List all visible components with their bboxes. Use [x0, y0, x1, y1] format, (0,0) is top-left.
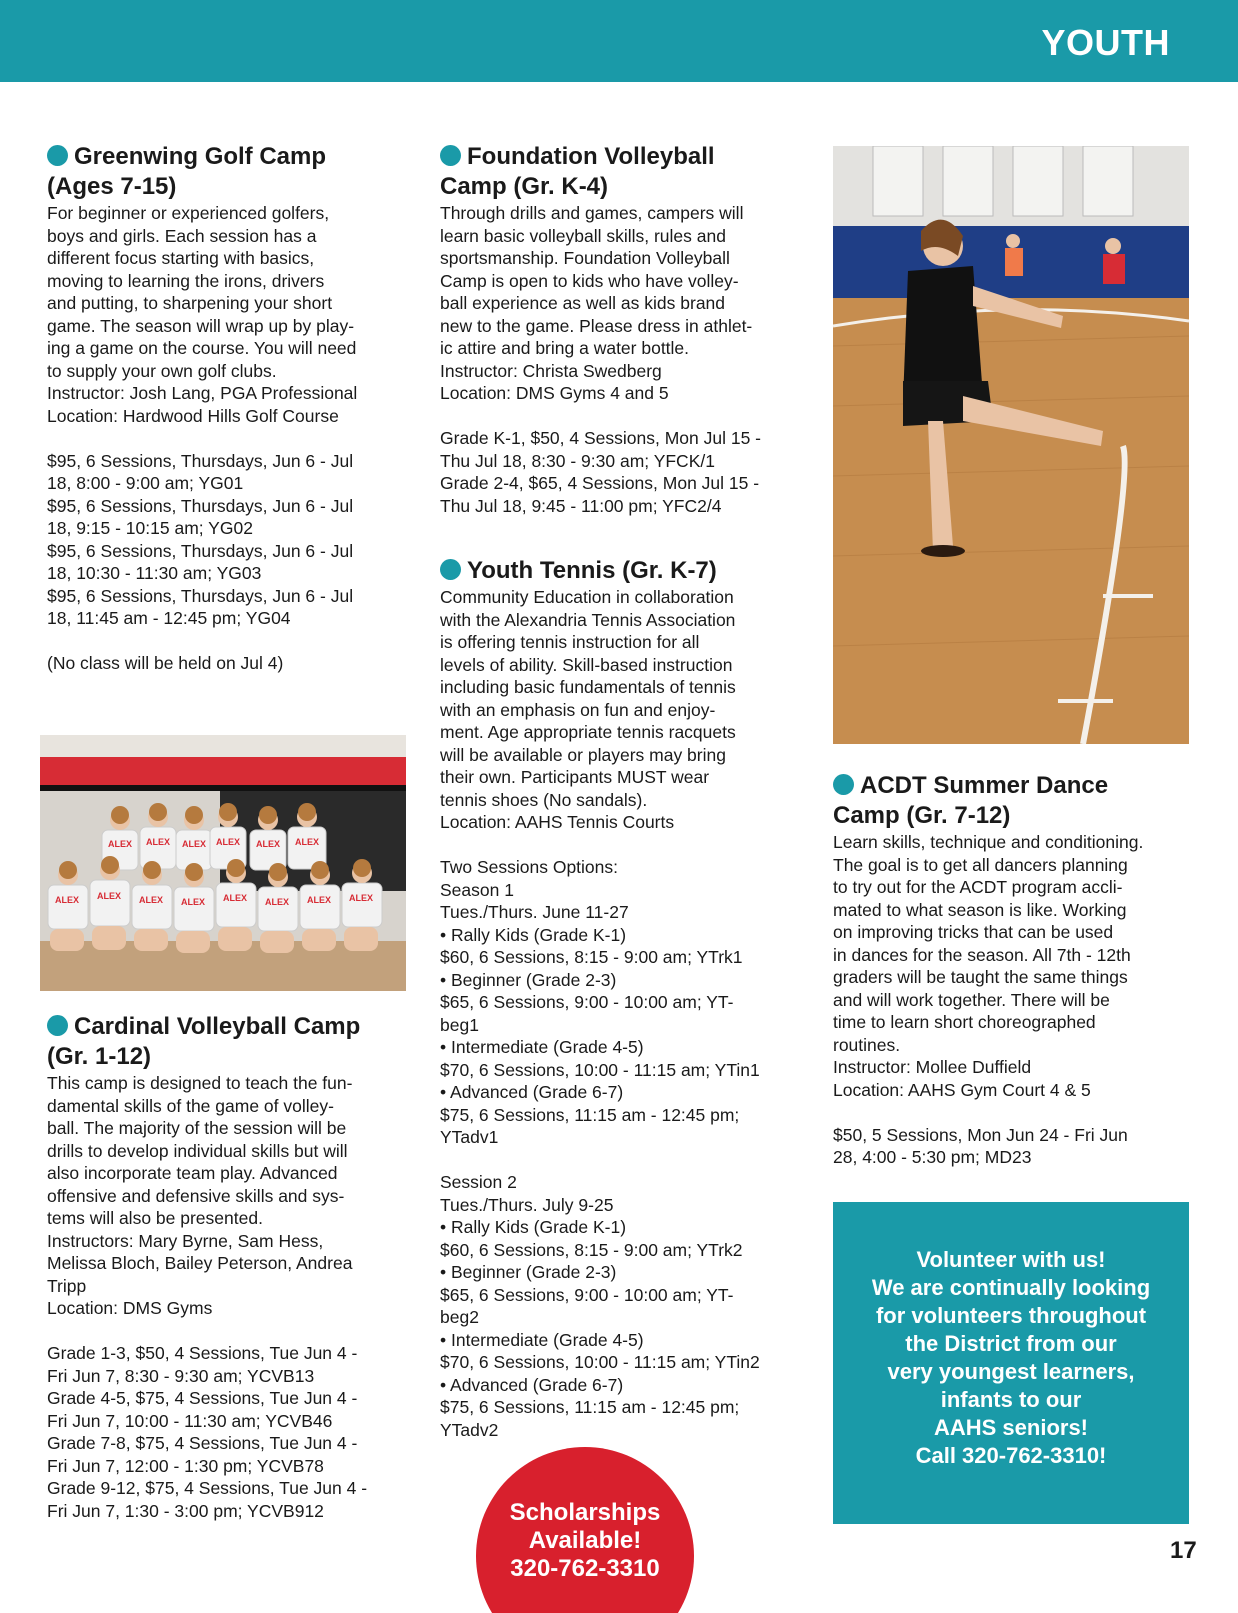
shirt-text: ALEX — [139, 895, 164, 905]
header-bar — [0, 0, 1238, 82]
foundation-volleyball-section — [440, 142, 800, 517]
section-title: YOUTH — [1041, 22, 1170, 63]
shirt-text: ALEX — [216, 837, 241, 847]
cardinal-volleyball-heading: Cardinal Volleyball Camp (Gr. 1-12) — [47, 1013, 361, 1070]
youth-tennis-section — [440, 556, 800, 1441]
scholarships-badge — [476, 1447, 694, 1613]
foundation-volleyball-body: Through drills and games, campers will learn basic volleyball skills, rules and sportsmanship. Foundation Volleyball Camp is open to kids who have volley- ball experience as well as kids brand new to the game. Please dress in athlet- ic attire and bring a water bottle. Instructor: Christa Swedberg Location: DMS Gyms 4 and 5 Grade K-1, $50, 4 Sessions, Mon Jul 15 - Thu Jul 18, 8:30 - 9:30 am; YFCK/1 Grade 2-4, $65, 4 Sessions, Mon Jul 15 - Thu Jul 18, 9:45 - 11:00 pm; YFC2/4 — [440, 203, 761, 516]
cardinal-volleyball-section — [47, 1012, 412, 1522]
shirt-text: ALEX — [307, 895, 332, 905]
youth-tennis-heading: Youth Tennis (Gr. K-7) — [440, 556, 800, 586]
volleyball-team-photo — [40, 735, 406, 991]
acdt-dance-section — [833, 771, 1198, 1169]
scholarships-text: Scholarships Available! 320-762-3310 — [509, 1499, 661, 1582]
bullet-dot-icon — [440, 559, 461, 580]
shirt-text: ALEX — [182, 839, 207, 849]
shirt-text: ALEX — [97, 891, 122, 901]
shirt-text: ALEX — [265, 897, 290, 907]
greenwing-golf-heading: Greenwing Golf Camp (Ages 7-15) — [47, 143, 327, 200]
bullet-dot-icon — [47, 145, 68, 166]
team-photo-illustration — [40, 735, 406, 991]
bullet-dot-icon — [833, 774, 854, 795]
greenwing-golf-section — [47, 142, 412, 675]
dance-photo-illustration — [833, 146, 1189, 744]
shirt-text: ALEX — [256, 839, 281, 849]
shirt-text: ALEX — [108, 839, 133, 849]
foundation-volleyball-heading: Foundation Volleyball Camp (Gr. K-4) — [440, 143, 715, 200]
bullet-dot-icon — [47, 1015, 68, 1036]
volunteer-callout — [833, 1202, 1189, 1524]
shirt-text: ALEX — [181, 897, 206, 907]
bullet-dot-icon — [440, 145, 461, 166]
cardinal-volleyball-body: This camp is designed to teach the fun- damental skills of the game of volley- ball. The majority of the session will be drills to develop individual skills but will also incorporate team play. Advanced offensive and defensive skills and sys- tems will also be presented. Instructors: Mary Byrne, Sam Hess, Melissa Bloch, Bailey Peterson, Andrea Tripp Location: DMS Gyms Grade 1-3, $50, 4 Sessions, Tue Jun 4 - Fri Jun 7, 8:30 - 9:30 am; YCVB13 Grade 4-5, $75, 4 Sessions, Tue Jun 4 - Fri Jun 7, 10:00 - 11:30 am; YCVB46 Grade 7-8, $75, 4 Sessions, Tue Jun 4 - Fri Jun 7, 12:00 - 1:30 pm; YCVB78 Grade 9-12, $75, 4 Sessions, Tue Jun 4 - Fri Jun 7, 1:30 - 3:00 pm; YCVB912 — [47, 1073, 368, 1521]
volunteer-text: Volunteer with us! We are continually looking for volunteers throughout the District from our very youngest learners, infants to our AAHS seniors! Call 320-762-3310! — [871, 1247, 1151, 1468]
acdt-dance-heading: ACDT Summer Dance Camp (Gr. 7-12) — [833, 772, 1109, 829]
dance-camp-photo — [833, 146, 1189, 744]
acdt-dance-body: Learn skills, technique and conditioning. The goal is to get all dancers planning to try out for the ACDT program accli- mated to what season is like. Working on improving tricks that can be used in dances for the season. All 7th - 12th graders will be taught the same things and will work together. There will be time to learn short choreographed routines. Instructor: Mollee Duffield Location: AAHS Gym Court 4 & 5 $50, 5 Sessions, Mon Jun 24 - Fri Jun 28, 4:00 - 5:30 pm; MD23 — [833, 832, 1144, 1167]
shirt-text: ALEX — [55, 895, 80, 905]
shirt-text: ALEX — [223, 893, 248, 903]
youth-tennis-body: Community Education in collaboration with the Alexandria Tennis Association is offering tennis instruction for all levels of ability. Skill-based instruction including basic fundamentals of tennis with an emphasis on fun and enjoy- ment. Age appropriate tennis racquets will be available or players may bring their own. Participants MUST wear tennis shoes (No sandals). Location: AAHS Tennis Courts Two Sessions Options: Season 1 Tues./Thurs. June 11-27 • Rally Kids (Grade K-1) $60, 6 Sessions, 8:15 - 9:00 am; YTrk1 • Beginner (Grade 2-3) $65, 6 Sessions, 9:00 - 10:00 am; YT- beg1 • Intermediate (Grade 4-5) $70, 6 Sessions, 10:00 - 11:15 am; YTin1 • Advanced (Grade 6-7) $75, 6 Sessions, 11:15 am - 12:45 pm; YTadv1 Session 2 Tues./Thurs. July 9-25 • Rally Kids (Grade K-1) $60, 6 Sessions, 8:15 - 9:00 am; YTrk2 • Beginner (Grade 2-3) $65, 6 Sessions, 9:00 - 10:00 am; YT- beg2 • Intermediate (Grade 4-5) $70, 6 Sessions, 10:00 - 11:15 am; YTin2 • Advanced (Grade 6-7) $75, 6 Sessions, 11:15 am - 12:45 pm; YTadv2 — [440, 587, 760, 1440]
page-number: 17 — [1170, 1537, 1197, 1564]
shirt-text: ALEX — [295, 837, 320, 847]
greenwing-golf-body: For beginner or experienced golfers, boys and girls. Each session has a different focus starting with basics, moving to learning the irons, drivers and putting, to sharpening your short game. The season will wrap up by play- ing a game on the course. You will need to supply your own golf clubs. Instructor: Josh Lang, PGA Professional Location: Hardwood Hills Golf Course $95, 6 Sessions, Thursdays, Jun 6 - Jul 18, 8:00 - 9:00 am; YG01 $95, 6 Sessions, Thursdays, Jun 6 - Jul 18, 9:15 - 10:15 am; YG02 $95, 6 Sessions, Thursdays, Jun 6 - Jul 18, 10:30 - 11:30 am; YG03 $95, 6 Sessions, Thursdays, Jun 6 - Jul 18, 11:45 am - 12:45 pm; YG04 (No class will be held on Jul 4) — [47, 203, 358, 673]
shirt-text: ALEX — [146, 837, 171, 847]
shirt-text: ALEX — [349, 893, 374, 903]
